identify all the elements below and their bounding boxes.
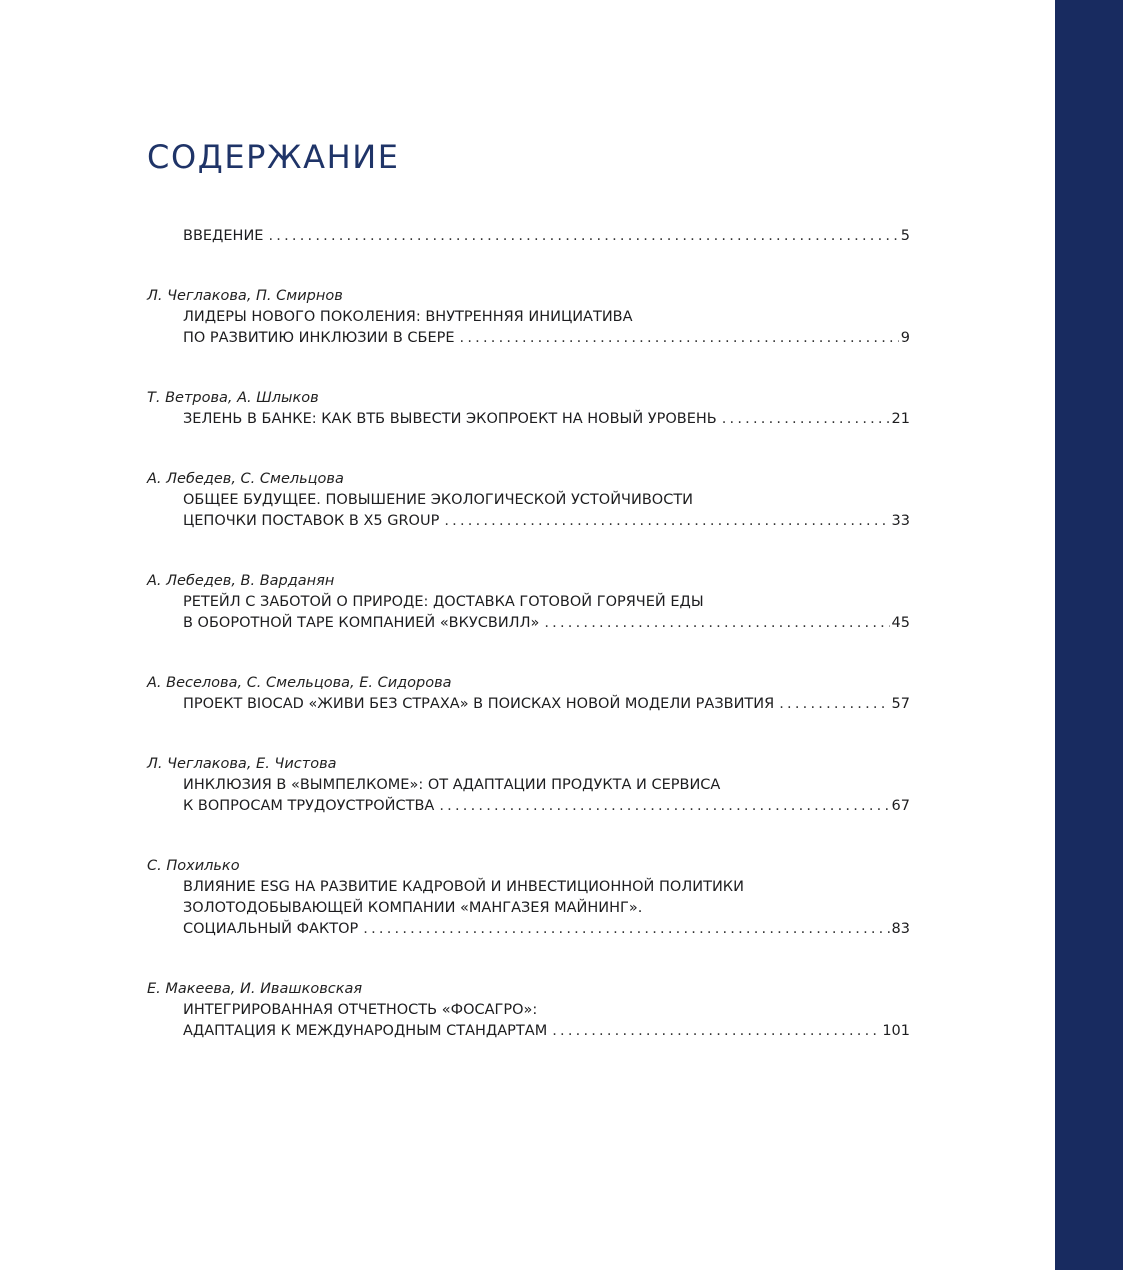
dot-leader: [544, 613, 889, 634]
toc-entry-page-number: 101: [882, 1023, 910, 1039]
page-title: СОДЕРЖАНИЕ: [147, 138, 400, 176]
toc-entry-title-text: АДАПТАЦИЯ К МЕЖДУНАРОДНЫМ СТАНДАРТАМ: [183, 1023, 548, 1039]
toc-entry[interactable]: [147, 571, 910, 634]
table-of-contents: [147, 226, 910, 1042]
toc-entry-title-text: ПО РАЗВИТИЮ ИНКЛЮЗИИ В СБЕРЕ: [183, 330, 455, 346]
toc-entry-title-text: ЗЕЛЕНЬ В БАНКЕ: КАК ВТБ ВЫВЕСТИ ЭКОПРОЕКТ НА НОВЫЙ УРОВЕНЬ: [183, 411, 717, 427]
dot-leader: [444, 511, 889, 532]
toc-entry-title-line: [147, 226, 910, 247]
toc-entry-title-text: К ВОПРОСАМ ТРУДОУСТРОЙСТВА: [183, 798, 435, 814]
dot-leader: [552, 1021, 880, 1042]
toc-entry-title-line: [147, 1021, 910, 1042]
toc-entry[interactable]: [147, 673, 910, 715]
dot-leader: [460, 328, 899, 349]
toc-entry-title-text: СОЦИАЛЬНЫЙ ФАКТОР: [183, 921, 359, 937]
toc-entry-authors: С. Похилько: [147, 858, 240, 874]
toc-entry-page-number: 5: [900, 228, 910, 244]
toc-entry-authors: А. Лебедев, В. Варданян: [147, 573, 335, 589]
toc-entry[interactable]: [147, 388, 910, 430]
dot-leader: [268, 226, 898, 247]
toc-entry-title-line: РЕТЕЙЛ С ЗАБОТОЙ О ПРИРОДЕ: ДОСТАВКА ГОТОВОЙ ГОРЯЧЕЙ ЕДЫ: [183, 594, 704, 610]
toc-entry-title-line: [147, 409, 910, 430]
toc-entry[interactable]: [147, 979, 910, 1042]
toc-entry[interactable]: [147, 754, 910, 817]
toc-entry-title-line: [147, 694, 910, 715]
toc-entry-title-line: ИНКЛЮЗИЯ В «ВЫМПЕЛКОМЕ»: ОТ АДАПТАЦИИ ПРОДУКТА И СЕРВИСА: [183, 777, 721, 793]
toc-entry-title-line: [147, 328, 910, 349]
toc-entry-authors: Т. Ветрова, А. Шлыков: [147, 390, 319, 406]
toc-entry-title-line: [147, 919, 910, 940]
toc-entry[interactable]: [147, 469, 910, 532]
dot-leader: [363, 919, 889, 940]
toc-entry-page-number: 45: [891, 615, 910, 631]
toc-entry-authors: Е. Макеева, И. Ивашковская: [147, 981, 363, 997]
toc-entry-authors: Л. Чеглакова, П. Смирнов: [147, 288, 343, 304]
toc-entry-title-line: ИНТЕГРИРОВАННАЯ ОТЧЕТНОСТЬ «ФОСАГРО»:: [183, 1002, 538, 1018]
toc-entry-title-line: [147, 511, 910, 532]
toc-entry-page-number: 83: [891, 921, 910, 937]
toc-entry[interactable]: [147, 856, 910, 940]
toc-entry-page-number: 57: [891, 696, 910, 712]
toc-entry-authors: Л. Чеглакова, Е. Чистова: [147, 756, 337, 772]
side-color-band: [1055, 0, 1123, 1270]
toc-entry[interactable]: [147, 286, 910, 349]
toc-entry-page-number: 9: [900, 330, 910, 346]
toc-entry-title-text: В ОБОРОТНОЙ ТАРЕ КОМПАНИЕЙ «ВКУСВИЛЛ»: [183, 615, 540, 631]
toc-entry-title-line: [147, 613, 910, 634]
toc-entry-page-number: 21: [891, 411, 910, 427]
dot-leader: [722, 409, 890, 430]
toc-entry-page-number: 67: [891, 798, 910, 814]
toc-entry-authors: А. Лебедев, С. Смельцова: [147, 471, 344, 487]
toc-entry-title-line: ЗОЛОТОДОБЫВАЮЩЕЙ КОМПАНИИ «МАНГАЗЕЯ МАЙНИНГ».: [183, 900, 643, 916]
toc-entry-title-line: ЛИДЕРЫ НОВОГО ПОКОЛЕНИЯ: ВНУТРЕННЯЯ ИНИЦИАТИВА: [183, 309, 633, 325]
toc-entry-title-text: ВВЕДЕНИЕ: [183, 228, 264, 244]
toc-entry-title-line: ВЛИЯНИЕ ESG НА РАЗВИТИЕ КАДРОВОЙ И ИНВЕСТИЦИОННОЙ ПОЛИТИКИ: [183, 879, 744, 895]
toc-entry-title-text: ЦЕПОЧКИ ПОСТАВОК В X5 GROUP: [183, 513, 440, 529]
toc-entry-title-line: [147, 796, 910, 817]
dot-leader: [439, 796, 889, 817]
toc-entry-title-text: ПРОЕКТ BIOCAD «ЖИВИ БЕЗ СТРАХА» В ПОИСКАХ НОВОЙ МОДЕЛИ РАЗВИТИЯ: [183, 696, 775, 712]
toc-entry-page-number: 33: [891, 513, 910, 529]
toc-entry[interactable]: [147, 226, 910, 247]
toc-entry-title-line: ОБЩЕЕ БУДУЩЕЕ. ПОВЫШЕНИЕ ЭКОЛОГИЧЕСКОЙ УСТОЙЧИВОСТИ: [183, 492, 694, 508]
toc-entry-authors: А. Веселова, С. Смельцова, Е. Сидорова: [147, 675, 452, 691]
dot-leader: [779, 694, 889, 715]
